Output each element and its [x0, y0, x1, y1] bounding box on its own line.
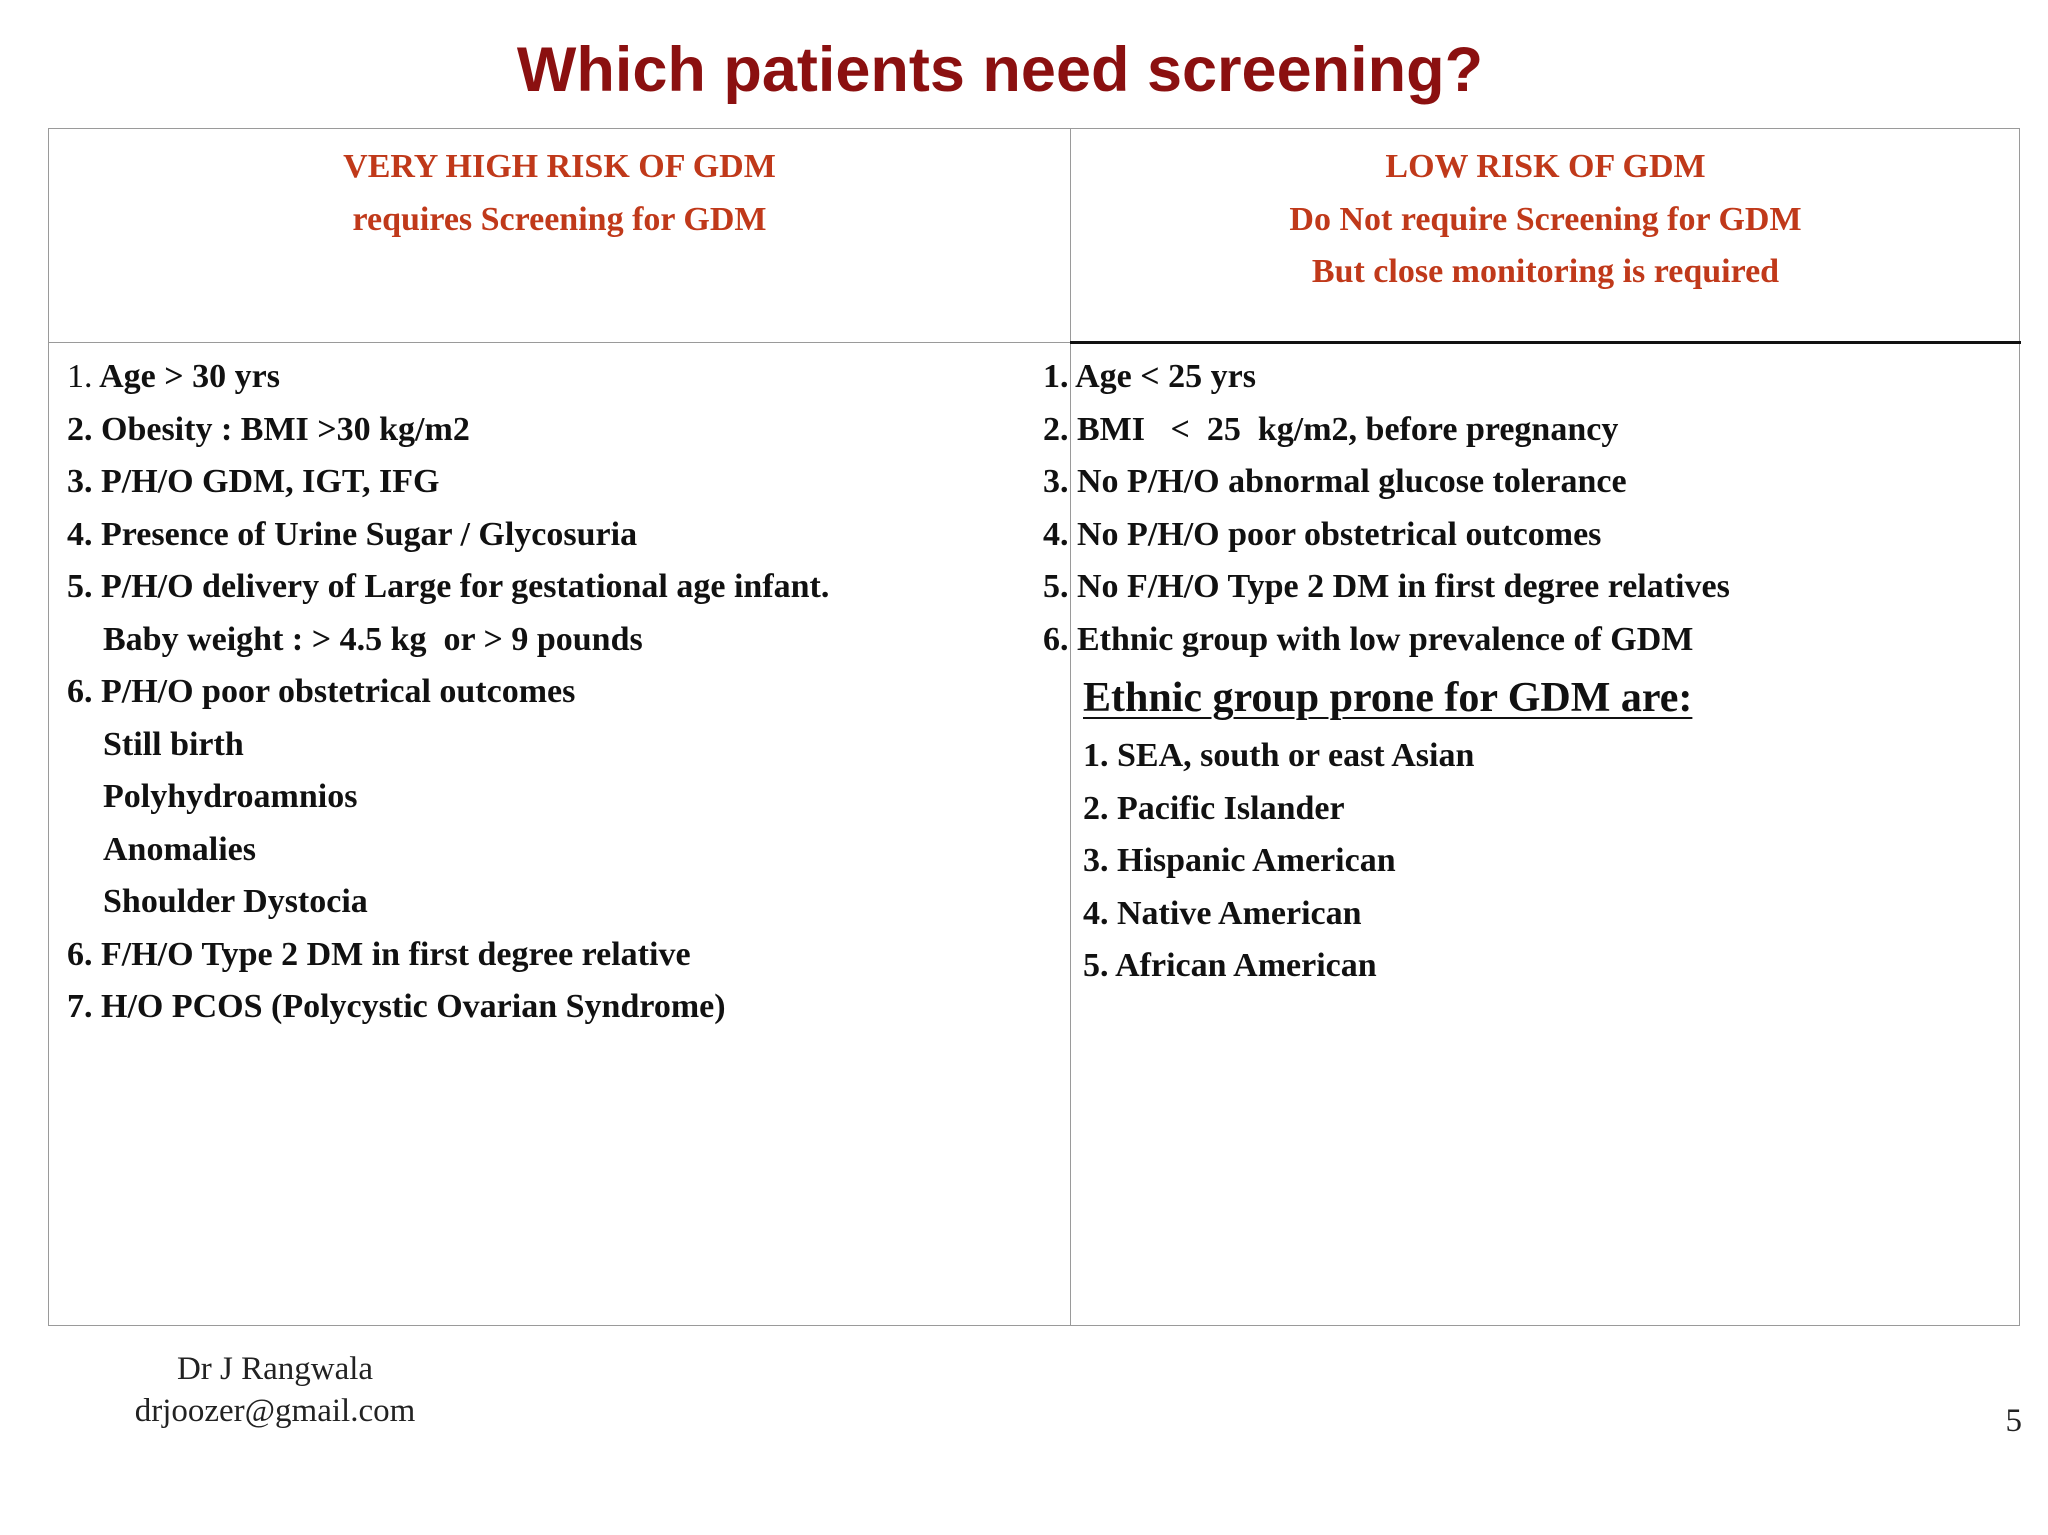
item-text: Baby weight : > 4.5 kg or > 9 pounds	[103, 620, 643, 658]
item-number: 4.	[67, 515, 93, 553]
high-risk-header-title: VERY HIGH RISK OF GDM	[343, 148, 776, 185]
list-subitem	[67, 719, 1057, 772]
list-item	[67, 666, 1057, 719]
list-item: 2. Pacific Islander	[1083, 789, 1345, 827]
item-number: 1.	[67, 358, 93, 395]
item-number: 3.	[67, 463, 93, 500]
low-risk-header-subtitle: Do Not require Screening for GDM	[1289, 200, 1802, 238]
list-subitem	[67, 824, 1057, 877]
list-item: 3. Hispanic American	[1083, 842, 1396, 879]
item-text: Still birth	[103, 725, 244, 763]
header-divider-right	[1070, 341, 2021, 344]
list-item: 1. Age < 25 yrs	[1043, 358, 1256, 395]
high-risk-header	[49, 141, 1070, 246]
list-item	[67, 929, 1057, 982]
list-item: 3. No P/H/O abnormal glucose tolerance	[1043, 463, 1627, 500]
list-subitem	[67, 614, 1057, 667]
page-number: 5	[2005, 1403, 2022, 1439]
footer-author-block	[100, 1348, 450, 1432]
item-number: 6.	[67, 935, 93, 973]
low-risk-header	[1070, 141, 2021, 299]
item-text: Age > 30 yrs	[92, 358, 280, 395]
item-text: P/H/O delivery of Large for gestational age infant.	[92, 568, 830, 605]
list-item	[67, 981, 1057, 1034]
list-item: 1. SEA, south or east Asian	[1083, 737, 1475, 774]
list-item	[67, 456, 1057, 509]
list-subitem	[67, 876, 1057, 929]
list-item	[67, 509, 1057, 562]
low-risk-header-note: But close monitoring is required	[1311, 253, 1780, 290]
list-item: 2. BMI < 25 kg/m2, before pregnancy	[1043, 410, 1619, 448]
low-risk-criteria-list	[1043, 351, 2003, 993]
list-item: 4. No P/H/O poor obstetrical outcomes	[1043, 515, 1602, 553]
list-subitem	[67, 771, 1057, 824]
list-item: 4. Native American	[1083, 894, 1362, 932]
author-name: Dr J Rangwala	[176, 1351, 374, 1387]
item-text: Presence of Urine Sugar / Glycosuria	[92, 515, 638, 553]
item-text: Shoulder Dystocia	[103, 883, 368, 920]
high-risk-header-subtitle: requires Screening for GDM	[352, 200, 767, 238]
risk-comparison-table	[48, 128, 2020, 1326]
item-text: Anomalies	[103, 830, 256, 868]
item-text: H/O PCOS (Polycystic Ovarian Syndrome)	[92, 988, 726, 1025]
item-text: Obesity : BMI >30 kg/m2	[92, 410, 470, 448]
low-risk-header-title: LOW RISK OF GDM	[1385, 148, 1706, 185]
header-divider-left	[49, 342, 1070, 343]
ethnic-groups-heading: Ethnic group prone for GDM are:	[1083, 675, 1693, 721]
list-item: 5. No F/H/O Type 2 DM in first degree relatives	[1043, 568, 1730, 605]
list-item	[67, 561, 1057, 614]
slide-title: Which patients need screening?	[516, 35, 1484, 105]
author-email: drjoozer@gmail.com	[134, 1393, 416, 1429]
item-number: 5.	[67, 568, 93, 605]
ethnic-groups-list	[1043, 730, 2003, 993]
item-text: F/H/O Type 2 DM in first degree relative	[92, 935, 691, 973]
list-item: 6. Ethnic group with low prevalence of GDM	[1043, 620, 1694, 658]
item-text: Polyhydroamnios	[103, 778, 358, 815]
list-item	[67, 351, 1057, 404]
item-number: 7.	[67, 988, 93, 1025]
list-item: 5. African American	[1083, 947, 1377, 984]
list-item	[67, 404, 1057, 457]
high-risk-criteria-list	[67, 351, 1057, 1034]
item-text: P/H/O poor obstetrical outcomes	[92, 673, 576, 710]
item-text: P/H/O GDM, IGT, IFG	[92, 463, 440, 500]
item-number: 6.	[67, 673, 93, 710]
item-number: 2.	[67, 410, 93, 448]
